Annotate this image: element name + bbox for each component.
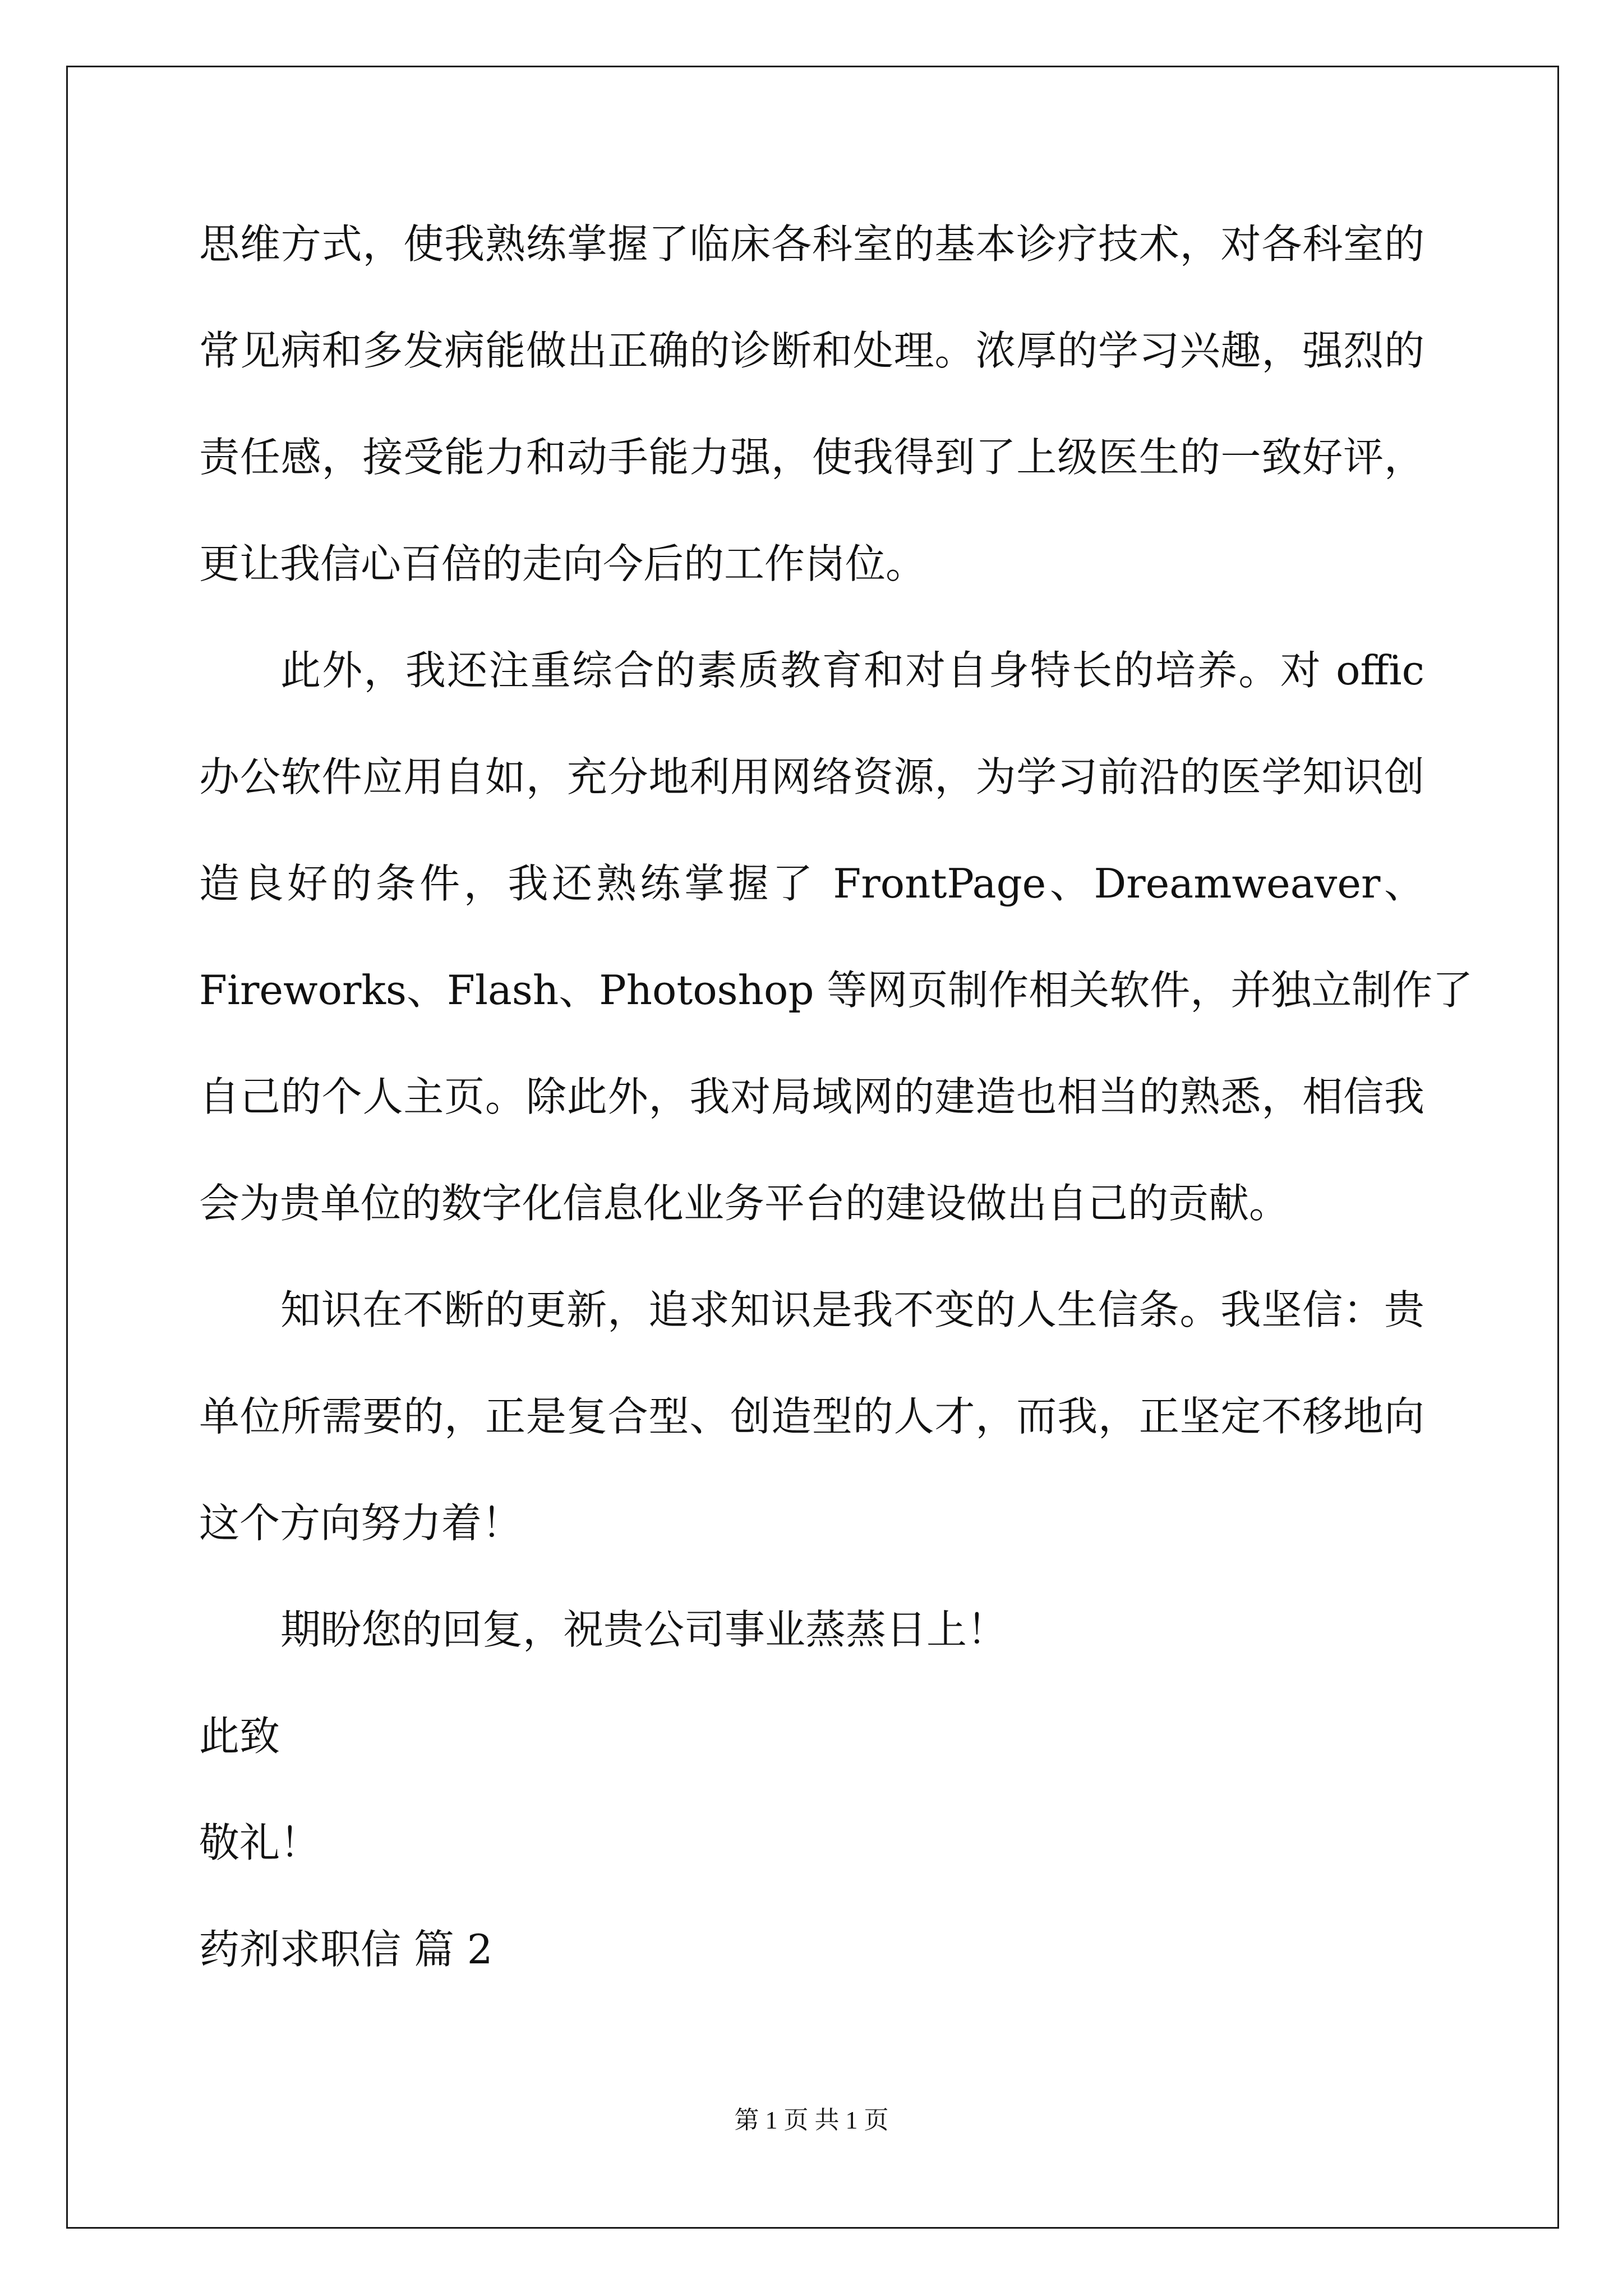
text-line: 单位所需要的，正是复合型、创造型的人才，而我，正坚定不移地向 <box>199 1393 1424 1440</box>
text-line: 责任感，接受能力和动手能力强，使我得到了上级医生的一致好评， <box>199 434 1424 481</box>
salutation-jingli: 敬礼！ <box>199 1819 321 1866</box>
text-line: 常见病和多发病能做出正确的诊断和处理。浓厚的学习兴趣，强烈的 <box>199 327 1424 374</box>
paragraph-start-line: 知识在不断的更新，追求知识是我不变的人生信条。我坚信：贵 <box>280 1286 1424 1333</box>
page-border <box>66 66 1559 2229</box>
text-line: Fireworks、Flash、Photoshop 等网页制作相关软件，并独立制作了 <box>199 967 1473 1014</box>
paragraph-start-line: 此外，我还注重综合的素质教育和对自身特长的培养。对 offic <box>280 647 1424 694</box>
section-heading: 药剂求职信 篇 2 <box>199 1926 493 1973</box>
text-line: 会为贵单位的数字化信息化业务平台的建设做出自己的贡献。 <box>199 1180 1290 1227</box>
text-line: 这个方向努力着！ <box>199 1499 523 1547</box>
page-footer: 第 1 页 共 1 页 <box>734 2106 889 2134</box>
text-line: 思维方式，使我熟练掌握了临床各科室的基本诊疗技术，对各科室的 <box>199 220 1424 268</box>
text-line: 自己的个人主页。除此外，我对局域网的建造也相当的熟悉，相信我 <box>199 1073 1424 1120</box>
text-line: 办公软件应用自如，充分地利用网络资源，为学习前沿的医学知识创 <box>199 753 1424 800</box>
text-line: 造良好的条件，我还熟练掌握了 FrontPage、Dreamweaver、 <box>199 860 1424 907</box>
salutation-zhici: 此致 <box>199 1713 280 1760</box>
closing-wish: 期盼您的回复，祝贵公司事业蒸蒸日上！ <box>280 1606 1008 1653</box>
text-line: 更让我信心百倍的走向今后的工作岗位。 <box>199 540 926 587</box>
